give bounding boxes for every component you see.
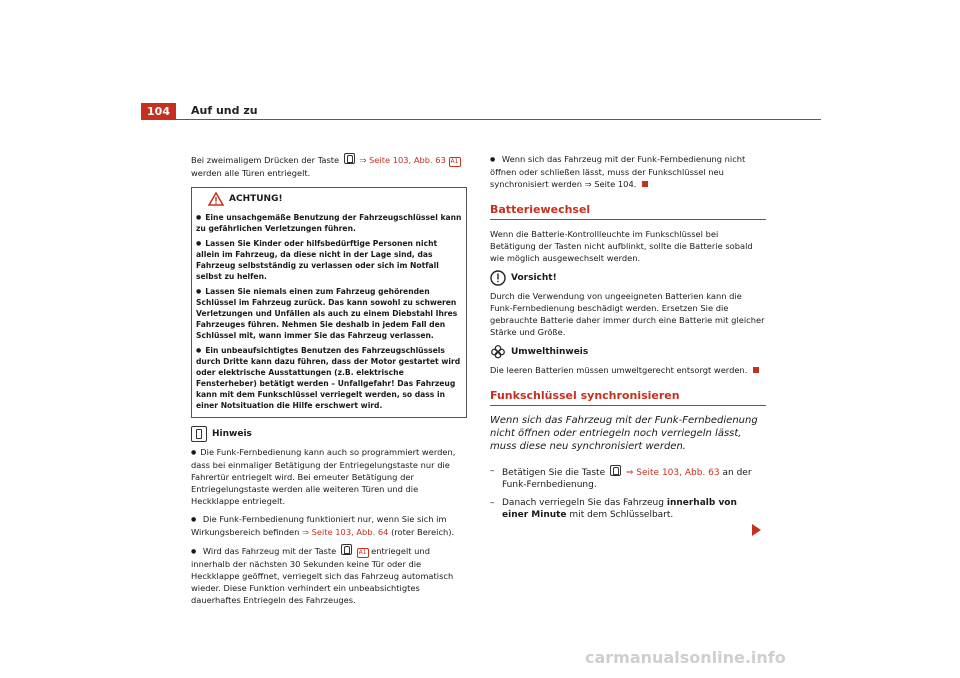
step-text-end: mit dem Schlüsselbart.	[569, 510, 674, 520]
sync-step-2-content	[502, 497, 766, 521]
note-item-text: Wird das Fahrzeug mit der Taste	[202, 546, 337, 556]
warning-triangle-icon	[208, 192, 224, 206]
section-title-sync: Funkschlüssel synchronisieren	[490, 390, 766, 406]
note-item-text-end: (roter Bereich).	[391, 527, 455, 537]
step-text: Betätigen Sie die Taste	[502, 468, 606, 478]
environment-body	[490, 364, 766, 376]
left-column	[191, 153, 467, 612]
note-item-link[interactable]: ⇒ Seite 103, Abb. 64	[302, 527, 389, 537]
end-mark	[753, 367, 759, 373]
warning-box	[191, 187, 467, 418]
note-header	[191, 426, 467, 442]
environment-title: Umwelthinweis	[511, 347, 589, 357]
section-title-battery: Batteriewechsel	[490, 204, 766, 220]
sync-step-2	[490, 497, 766, 521]
step-dash: –	[490, 466, 495, 476]
warning-item: ● Ein unbeaufsichtigtes Benutzen des Fahrzeugschlüssels durch Dritte kann dazu führen, dass der Motor gestartet wird oder elektrische Ausstattungen (z.B. elektrische Fensterheber) betätigt werden – Unfallgefahr! Das Fahrzeug kann mit dem Funkschlüssel verriegelt werden, so dass in einer Notsituation die Hilfe erschwert wird.	[196, 345, 462, 411]
note-item: ● Die Funk-Fernbedienung kann auch so programmiert werden, dass bei einmaliger Betätigung der Entriegelungstaste nur die Fahrertür entriegelt wird. Bei erneuter Betätigung der Entriegelungstaste werden alle weiteren Türen und die Heckklappe entriegelt.	[191, 446, 467, 507]
environment-flower-icon	[490, 344, 506, 360]
warning-item: ● Eine unsachgemäße Benutzung der Fahrzeugschlüssel kann zu gefährlichen Verletzungen führen.	[196, 212, 462, 234]
sync-info-link[interactable]: ⇒ Seite 104.	[584, 179, 637, 189]
unlock-key-icon	[344, 153, 355, 164]
note-item-text: Die Funk-Fernbedienung funktioniert nur, wenn Sie sich im Wirkungsbereich befinden	[191, 514, 447, 537]
warning-title: ACHTUNG!	[229, 194, 283, 204]
note-item	[191, 544, 467, 606]
intro-link[interactable]: ⇒ Seite 103, Abb. 63	[359, 155, 446, 165]
caution-title: Vorsicht!	[511, 273, 557, 283]
intro-text-end: werden alle Türen entriegelt.	[191, 168, 311, 178]
watermark: carmanualsonline.info	[585, 648, 786, 667]
environment-text: Die leeren Batterien müssen umweltgerecht entsorgt werden.	[490, 365, 748, 375]
step-emphasis: innerhalb von einer Minute	[502, 498, 737, 520]
page-number: 104	[141, 103, 176, 120]
note-icon	[191, 426, 207, 442]
sync-step-1	[490, 465, 766, 491]
unlock-key-icon	[341, 544, 352, 555]
right-column	[490, 153, 766, 527]
caution-header	[490, 270, 766, 286]
page-header-title: Auf und zu	[191, 104, 258, 117]
step-text-end: an der Funk-Fernbedienung.	[502, 468, 752, 490]
intro-paragraph	[191, 153, 467, 179]
callout-a1: A1	[449, 157, 461, 167]
note-item	[191, 513, 467, 538]
unlock-key-icon	[610, 465, 621, 476]
caution-body: Durch die Verwendung von ungeeigneten Batterien kann die Funk-Fernbedienung beschädigt werden. Ersetzen Sie die gebrauchte Batterie daher immer durch eine Batterie mit gleicher Stärke und Größe.	[490, 291, 765, 337]
intro-text: Bei zweimaligem Drücken der Taste	[191, 155, 340, 165]
environment-header	[490, 344, 766, 360]
caution-icon	[490, 270, 506, 286]
header-rule	[141, 119, 821, 120]
note-item-text-end: entriegelt und innerhalb der nächsten 30 Sekunden keine Tür oder die Heckklappe geöffnet, verriegelt sich das Fahrzeug automatisch wieder. Diese Funktion verhindert ein unbeabsichtigtes dauerhaftes Entriegeln des Fahrzeuges.	[191, 546, 454, 605]
sync-step-1-content	[502, 465, 766, 491]
warning-item: ● Lassen Sie niemals einen zum Fahrzeug gehörenden Schlüssel im Fahrzeug zurück. Das kann sowohl zu schweren Verletzungen und Unfällen als auch zu einem Diebstahl Ihres Fahrzeuges führen. Nehmen Sie deshalb in jedem Fall den Schlüssel mit, wann immer Sie das Fahrzeug verlassen.	[196, 286, 462, 341]
end-mark	[642, 181, 648, 187]
warning-header	[208, 192, 462, 206]
battery-body: Wenn die Batterie-Kontrollleuchte im Funkschlüssel bei Betätigung der Tasten nicht aufblinkt, sollte die Batterie sobald wie möglich ausgewechselt werden.	[490, 229, 753, 263]
sync-info-text: Wenn sich das Fahrzeug mit der Funk-Fernbedienung nicht öffnen oder schließen lässt, muss der Funkschlüssel neu synchronisiert werden	[490, 154, 746, 189]
step-dash: –	[490, 498, 495, 508]
note-title: Hinweis	[212, 429, 252, 439]
step-text: Danach verriegeln Sie das Fahrzeug	[502, 498, 664, 508]
sync-lead: Wenn sich das Fahrzeug mit der Funk-Fernbedienung nicht öffnen oder entriegeln noch verriegeln lässt, muss diese neu synchronisiert werden.	[490, 415, 758, 452]
step-link[interactable]: ⇒ Seite 103, Abb. 63	[625, 468, 720, 478]
callout-a1: A1	[357, 548, 369, 558]
next-page-arrow-icon	[752, 524, 761, 536]
sync-info-item	[490, 153, 766, 190]
warning-item: ● Lassen Sie Kinder oder hilfsbedürftige Personen nicht allein im Fahrzeug, da diese nicht in der Lage sind, das Fahrzeug selbstständig zu verlassen oder sich im Notfall selbst zu helfen.	[196, 238, 462, 282]
